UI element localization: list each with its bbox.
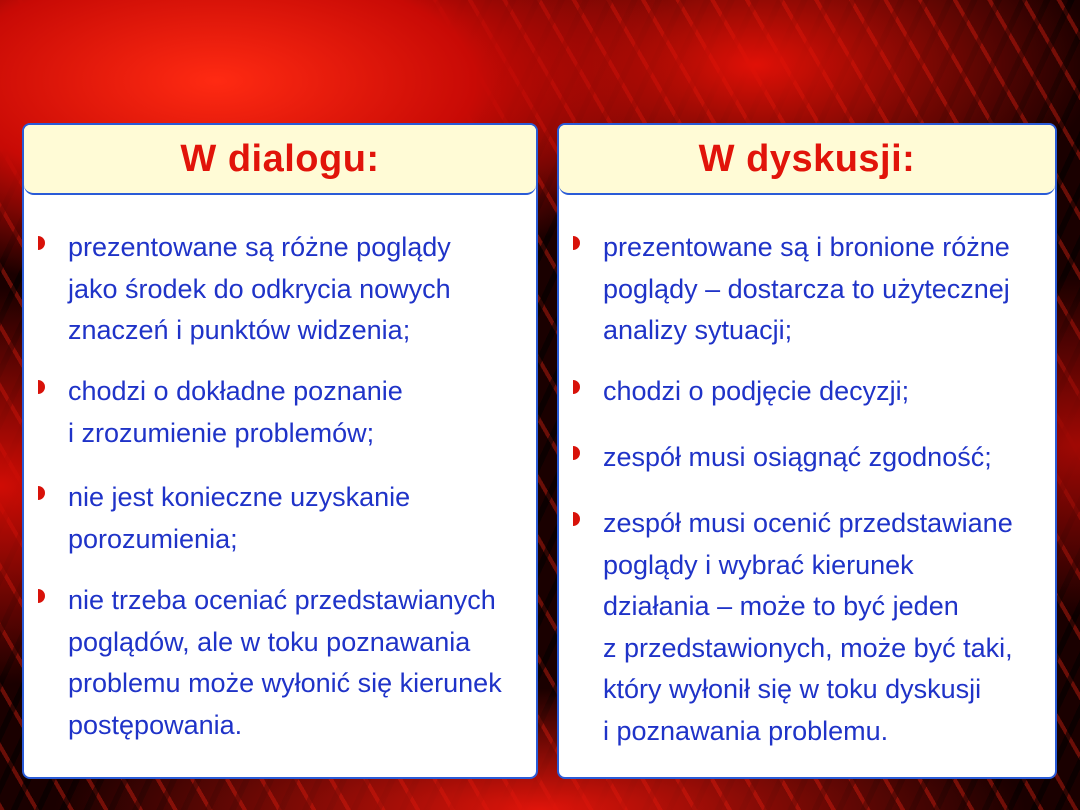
list-item-text: chodzi o podjęcie decyzji;: [603, 376, 910, 406]
list-item: [569, 371, 1047, 413]
discussion-panel: [557, 123, 1057, 779]
list-item: [569, 227, 1047, 352]
list-item-text: zespół musi ocenić przedstawiane poglądy i wybrać kierunek działania – może to być jeden z przedstawionych, może być taki, który wyłonił się w toku dyskusji i poznawania problemu.: [603, 508, 1013, 746]
discussion-panel-header: [559, 125, 1055, 195]
list-item-text: nie jest konieczne uzyskanie porozumienia;: [68, 482, 411, 554]
bullet-icon: [569, 437, 603, 477]
list-item-text: chodzi o dokładne poznanie i zrozumienie problemów;: [68, 376, 403, 448]
list-item-text: prezentowane są i bronione różne poglądy – dostarcza to użytecznej analizy sytuacji;: [603, 232, 1010, 345]
list-item-text: prezentowane są różne poglądy jako środek do odkrycia nowych znaczeń i punktów widzenia;: [68, 232, 451, 345]
bullet-icon: [34, 477, 68, 517]
dialog-panel-header: [24, 125, 536, 195]
bullet-icon: [569, 227, 603, 267]
bullet-icon: [569, 371, 603, 411]
list-item-text: nie trzeba oceniać przedstawianych poglądów, ale w toku poznawania problemu może wyłonić się kierunek postępowania.: [68, 585, 502, 740]
list-item: [569, 437, 1047, 479]
list-item: [34, 371, 528, 454]
bullet-icon: [34, 371, 68, 411]
bullet-icon: [34, 580, 68, 620]
dialog-panel: [22, 123, 538, 779]
bullet-icon: [34, 227, 68, 267]
list-item: [569, 503, 1047, 752]
dialog-panel-title: W dialogu:: [180, 137, 380, 180]
bullet-icon: [569, 503, 603, 543]
list-item: [34, 580, 528, 746]
discussion-panel-title: W dyskusji:: [698, 137, 916, 180]
list-item-text: zespół musi osiągnąć zgodność;: [603, 442, 992, 472]
list-item: [34, 477, 528, 560]
list-item: [34, 227, 528, 352]
